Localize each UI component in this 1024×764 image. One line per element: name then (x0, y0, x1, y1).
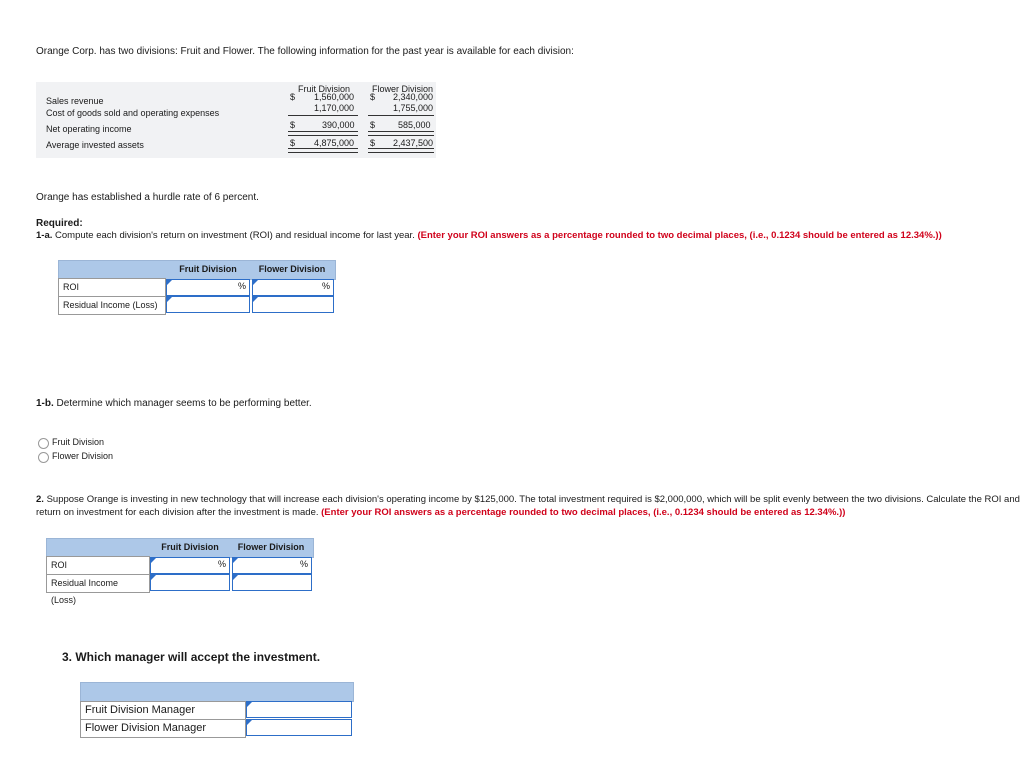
question-1a-prefix: 1-a. (36, 230, 53, 241)
percent-sign: % (321, 281, 330, 291)
double-underline (288, 131, 358, 136)
info-row-label: Sales revenue (46, 96, 104, 106)
question-1a-instruction: (Enter your ROI answers as a percentage rounded to two decimal places, (i.e., 0.1234 should be entered as 12.34%.)) (417, 230, 942, 241)
input-marker-icon (233, 575, 238, 580)
answer-table-1a (58, 260, 334, 314)
info-flower-value: 1,755,000 (393, 103, 434, 113)
intro-text: Orange Corp. has two divisions: Fruit and Flower. The following information for the past year is available for each division: (36, 46, 574, 57)
flower-manager-input[interactable] (246, 719, 352, 736)
currency-sign: $ (290, 120, 296, 130)
row-label-flower-manager: Flower Division Manager (80, 719, 246, 738)
underline (368, 115, 434, 116)
flower-residual-income-input-2[interactable] (232, 574, 312, 591)
table-header-fruit: Fruit Division (161, 542, 219, 552)
question-2 (36, 494, 1020, 505)
question-1b-prefix: 1-b. (36, 398, 54, 409)
question-2-continued (36, 507, 845, 518)
info-fruit-value: 390,000 (322, 120, 355, 130)
question-2-prefix: 2. (36, 494, 44, 505)
input-marker-icon (151, 575, 156, 580)
table-header-flower: Flower Division (237, 542, 305, 552)
question-3: 3. Which manager will accept the investment. (62, 650, 321, 664)
info-flower-value: 2,437,500 (393, 138, 434, 148)
percent-sign: % (217, 559, 226, 569)
table-header-row (80, 682, 354, 702)
question-1a (36, 230, 942, 241)
currency-sign: $ (290, 92, 296, 102)
row-label-roi: ROI (46, 556, 150, 575)
flower-roi-input[interactable] (252, 279, 334, 296)
info-row-label: Cost of goods sold and operating expenses (46, 108, 220, 118)
currency-sign: $ (370, 120, 376, 130)
required-label: Required: (36, 218, 83, 229)
double-underline (288, 148, 358, 153)
input-marker-icon (247, 702, 252, 707)
info-row-label: Average invested assets (46, 140, 144, 150)
hurdle-text: Orange has established a hurdle rate of 6 percent. (36, 192, 259, 203)
input-marker-icon (167, 297, 172, 302)
row-label-residual-income: Residual Income (Loss) (46, 574, 150, 593)
option-flower-division-label: Flower Division (52, 451, 114, 461)
row-label-fruit-manager: Fruit Division Manager (80, 701, 246, 720)
flower-residual-income-input[interactable] (252, 296, 334, 313)
flower-roi-input-2[interactable] (232, 557, 312, 574)
table-header-flower: Flower Division (258, 264, 326, 274)
info-header-fruit: Fruit Division (298, 84, 351, 94)
currency-sign: $ (370, 138, 376, 148)
currency-sign: $ (370, 92, 376, 102)
radio-fruit-division[interactable] (38, 438, 49, 449)
input-marker-icon (233, 558, 238, 563)
percent-sign: % (237, 281, 246, 291)
info-fruit-value: 4,875,000 (314, 138, 355, 148)
question-2-line2: return on investment for each division after the investment is made. (36, 507, 322, 518)
input-marker-icon (253, 297, 258, 302)
info-flower-value: 2,340,000 (393, 92, 434, 102)
table-header-fruit: Fruit Division (179, 264, 237, 274)
question-1b (36, 398, 312, 409)
info-flower-value: 585,000 (398, 120, 431, 130)
row-label-residual-income: Residual Income (Loss) (58, 296, 166, 315)
info-fruit-value: 1,560,000 (314, 92, 355, 102)
fruit-residual-income-input-2[interactable] (150, 574, 230, 591)
fruit-roi-input[interactable] (166, 279, 250, 296)
info-header-flower: Flower Division (372, 84, 434, 94)
input-marker-icon (253, 280, 258, 285)
double-underline (368, 131, 434, 136)
fruit-residual-income-input[interactable] (166, 296, 250, 313)
input-marker-icon (247, 720, 252, 725)
question-1a-text: Compute each division's return on investment (ROI) and residual income for last year. (52, 230, 418, 241)
question-2-line1: Suppose Orange is investing in new technology that will increase each division's operating income by $125,000. The total investment required is $2,000,000, which will be split evenly between the two divisions. Calculate the ROI and (43, 494, 1020, 505)
info-fruit-value: 1,170,000 (314, 103, 355, 113)
info-row-label: Net operating income (46, 124, 132, 134)
option-fruit-division-label: Fruit Division (52, 437, 105, 447)
fruit-manager-input[interactable] (246, 701, 352, 718)
double-underline (368, 148, 434, 153)
fruit-roi-input-2[interactable] (150, 557, 230, 574)
underline (288, 115, 358, 116)
answer-table-2 (46, 538, 312, 605)
radio-flower-division[interactable] (38, 452, 49, 463)
input-marker-icon (151, 558, 156, 563)
percent-sign: % (299, 559, 308, 569)
division-info-table (36, 82, 436, 158)
row-label-roi: ROI (58, 278, 166, 297)
question-2-instruction: (Enter your ROI answers as a percentage rounded to two decimal places, (i.e., 0.1234 should be entered as 12.34%.)) (321, 507, 846, 518)
question-1b-text: Determine which manager seems to be performing better. (53, 398, 312, 409)
currency-sign: $ (290, 138, 296, 148)
input-marker-icon (167, 280, 172, 285)
answer-table-3 (80, 682, 352, 738)
